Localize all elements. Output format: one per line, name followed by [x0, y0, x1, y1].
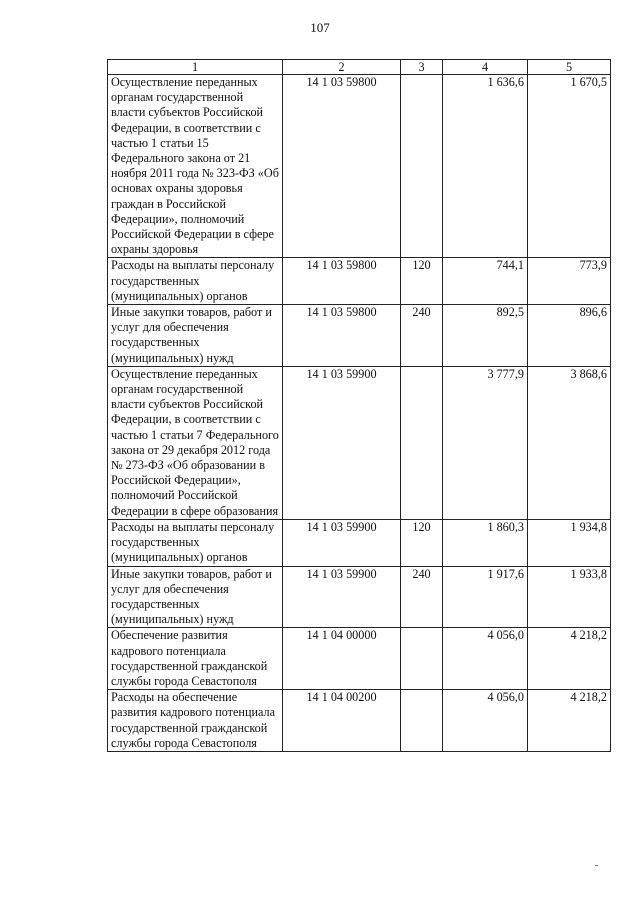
expense-type-cell — [401, 628, 443, 690]
amount-column-5-cell: 773,9 — [528, 258, 611, 305]
amount-column-4-cell: 4 056,0 — [443, 628, 528, 690]
table-row — [108, 690, 611, 752]
expense-name-cell: Иные закупки товаров, работ и услуг для обеспечения государственных (муниципальных) нужд — [108, 566, 283, 628]
classification-code-cell: 14 1 04 00000 — [283, 628, 401, 690]
table-header-row — [108, 60, 611, 75]
expense-type-cell: 240 — [401, 566, 443, 628]
classification-code-cell: 14 1 03 59800 — [283, 75, 401, 258]
classification-code-cell: 14 1 03 59900 — [283, 566, 401, 628]
table-row — [108, 566, 611, 628]
amount-column-5-cell: 4 218,2 — [528, 628, 611, 690]
table-row — [108, 75, 611, 258]
expense-name-cell: Расходы на выплаты персоналу государственных (муниципальных) органов — [108, 258, 283, 305]
amount-column-5-cell: 4 218,2 — [528, 690, 611, 752]
amount-column-4-cell: 1 917,6 — [443, 566, 528, 628]
table-row — [108, 258, 611, 305]
amount-column-5-cell: 896,6 — [528, 305, 611, 367]
expense-name-cell: Расходы на выплаты персоналу государственных (муниципальных) органов — [108, 519, 283, 566]
expense-type-cell — [401, 75, 443, 258]
table-row — [108, 305, 611, 367]
column-header-4: 4 — [443, 60, 528, 75]
classification-code-cell: 14 1 03 59900 — [283, 519, 401, 566]
amount-column-4-cell: 1 636,6 — [443, 75, 528, 258]
expense-name-cell: Обеспечение развития кадрового потенциала государственной гражданской службы города Севастополя — [108, 628, 283, 690]
amount-column-4-cell: 3 777,9 — [443, 366, 528, 519]
expense-name-cell: Осуществление переданных органам государственной власти субъектов Российской Федерации, в соответствии с частью 1 статьи 15 Федерального закона от 21 ноября 2011 года № 323-ФЗ «Об основах охраны здоровья граждан в Российской Федерации», полномочий Российской Федерации в сфере охраны здоровья — [108, 75, 283, 258]
table-row — [108, 519, 611, 566]
amount-column-4-cell: 892,5 — [443, 305, 528, 367]
scan-speck — [595, 865, 598, 866]
classification-code-cell: 14 1 03 59800 — [283, 305, 401, 367]
page-number: 107 — [310, 20, 330, 35]
column-header-5: 5 — [528, 60, 611, 75]
amount-column-5-cell: 1 670,5 — [528, 75, 611, 258]
table-row — [108, 366, 611, 519]
expense-type-cell: 120 — [401, 258, 443, 305]
amount-column-5-cell: 1 934,8 — [528, 519, 611, 566]
amount-column-4-cell: 744,1 — [443, 258, 528, 305]
column-header-1: 1 — [108, 60, 283, 75]
expense-name-cell: Иные закупки товаров, работ и услуг для обеспечения государственных (муниципальных) нужд — [108, 305, 283, 367]
classification-code-cell: 14 1 04 00200 — [283, 690, 401, 752]
expense-type-cell: 120 — [401, 519, 443, 566]
expense-type-cell — [401, 690, 443, 752]
table-row — [108, 628, 611, 690]
amount-column-4-cell: 4 056,0 — [443, 690, 528, 752]
amount-column-5-cell: 1 933,8 — [528, 566, 611, 628]
expense-type-cell — [401, 366, 443, 519]
expense-name-cell: Расходы на обеспечение развития кадрового потенциала государственной гражданской службы города Севастополя — [108, 690, 283, 752]
classification-code-cell: 14 1 03 59800 — [283, 258, 401, 305]
classification-code-cell: 14 1 03 59900 — [283, 366, 401, 519]
amount-column-5-cell: 3 868,6 — [528, 366, 611, 519]
column-header-3: 3 — [401, 60, 443, 75]
column-header-2: 2 — [283, 60, 401, 75]
budget-table — [107, 59, 611, 752]
expense-type-cell: 240 — [401, 305, 443, 367]
expense-name-cell: Осуществление переданных органам государственной власти субъектов Российской Федерации, в соответствии с частью 1 статьи 7 Федерального закона от 29 декабря 2012 года № 273-ФЗ «Об образовании в Российской Федерации», полномочий Российской Федерации в сфере образования — [108, 366, 283, 519]
amount-column-4-cell: 1 860,3 — [443, 519, 528, 566]
